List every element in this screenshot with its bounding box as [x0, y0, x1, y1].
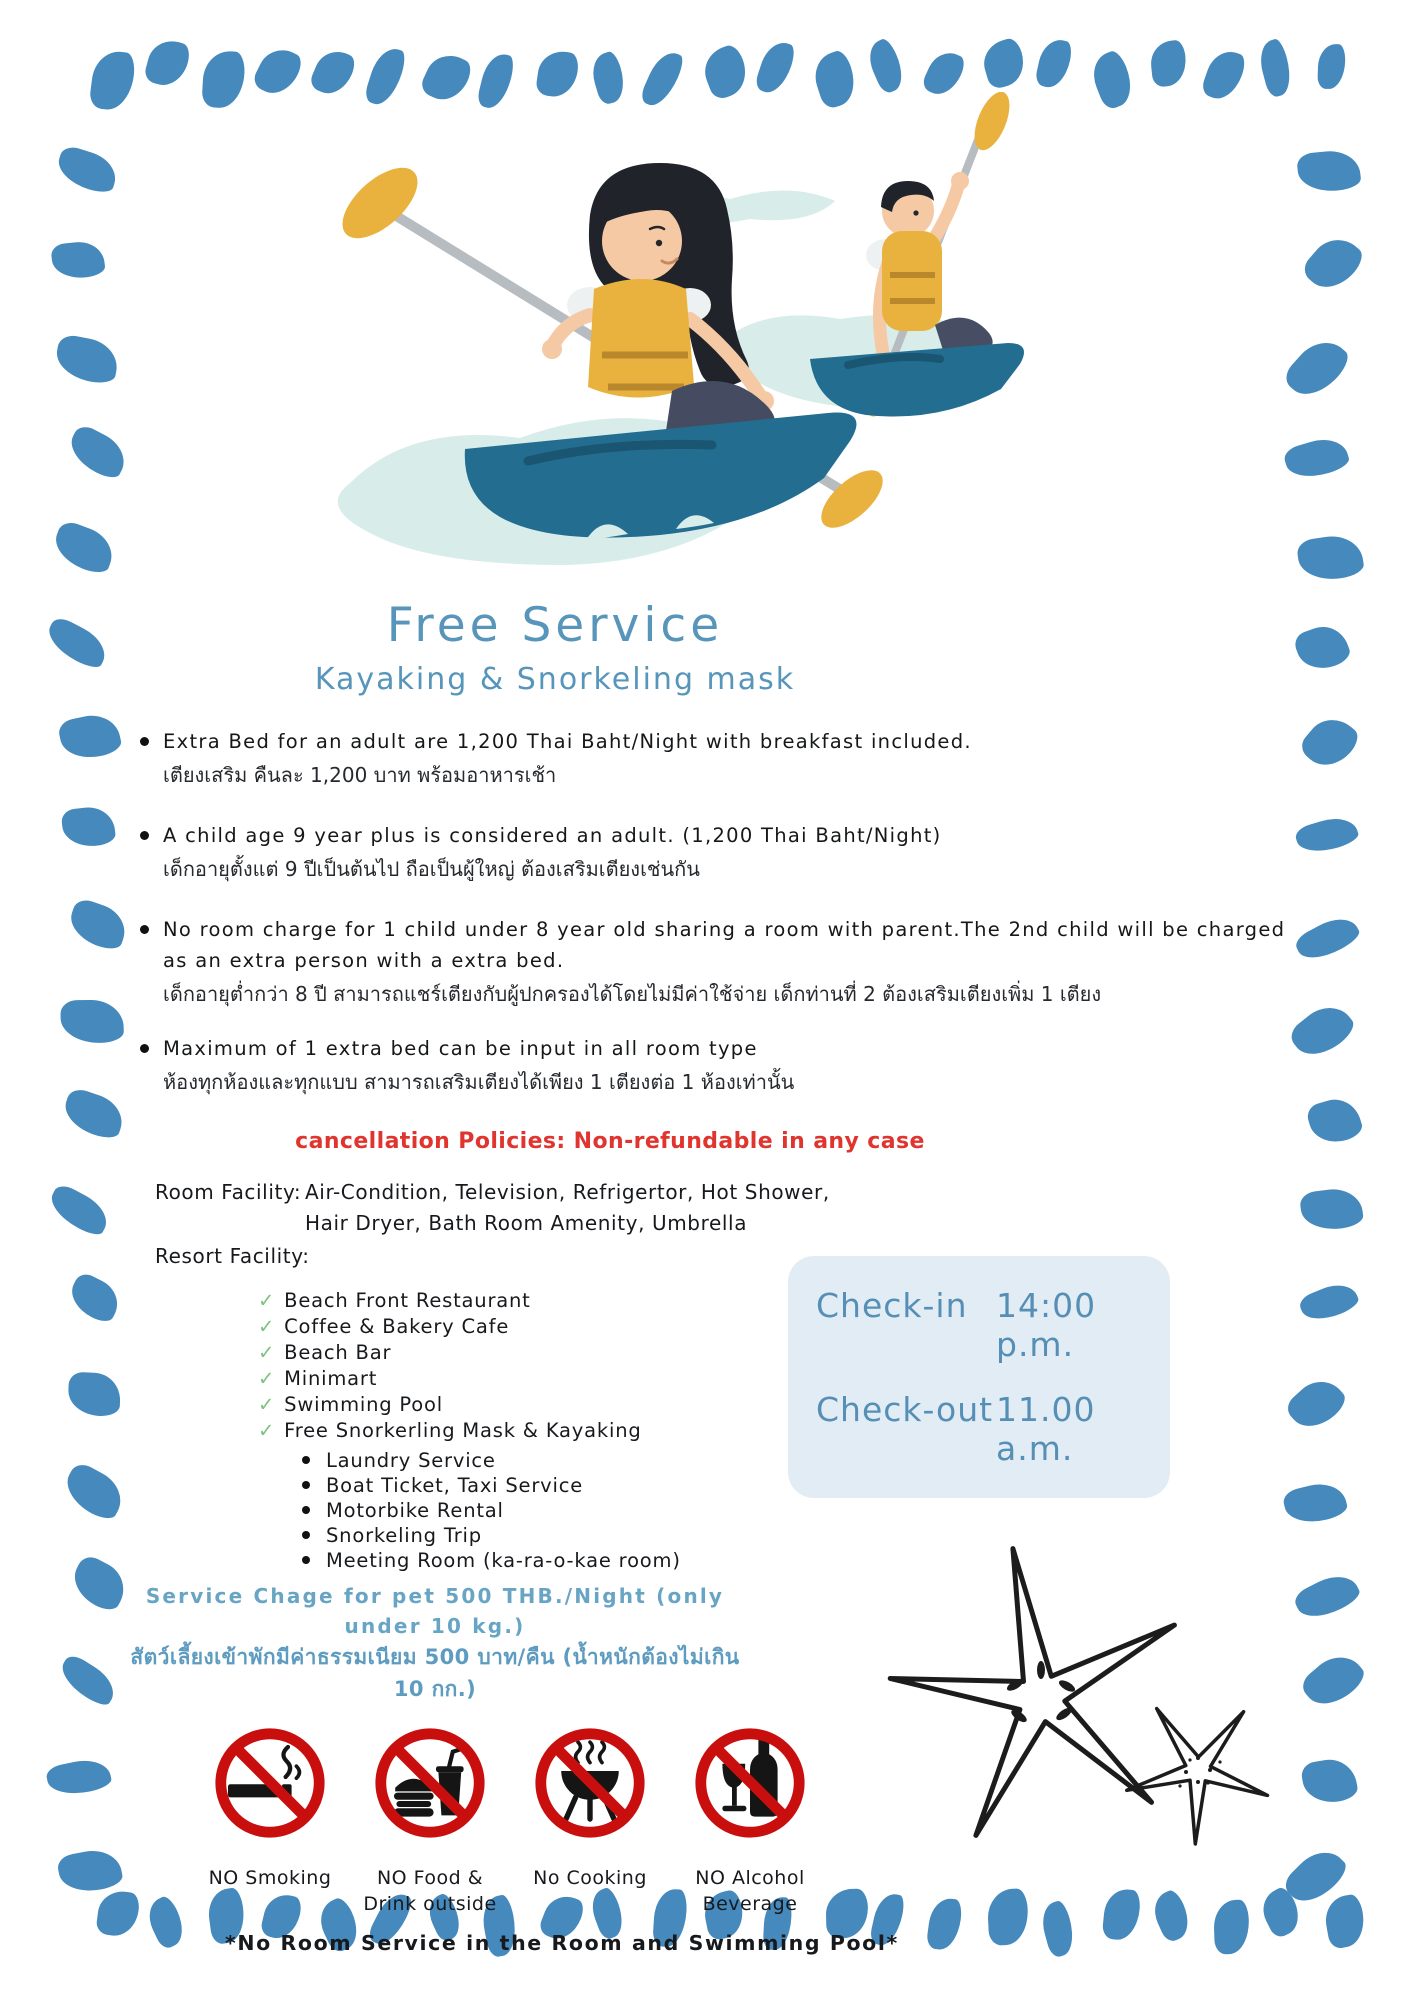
list-item-label: Beach Front Restaurant	[284, 1289, 531, 1312]
list-item-label: Beach Bar	[284, 1341, 392, 1364]
rear-kayaker	[810, 92, 1024, 421]
starfish-small-icon	[1116, 1688, 1281, 1853]
border-petal	[42, 615, 112, 673]
border-petal	[1297, 1277, 1361, 1327]
policy-text-en: A child age 9 year plus is considered an adult. (1,200 Thai Baht/Night)	[163, 824, 942, 847]
border-petal	[56, 710, 122, 763]
border-petal	[1290, 1567, 1362, 1626]
border-petal	[1291, 620, 1353, 677]
border-petal	[1294, 812, 1361, 858]
border-petal	[1304, 1094, 1365, 1150]
check-out-time: 11.00 a.m.	[996, 1390, 1096, 1468]
pet-service-note	[115, 1581, 755, 1705]
border-petal	[1295, 532, 1364, 584]
check-icon: ✓	[258, 1289, 276, 1312]
prohibition-no-cooking	[515, 1723, 665, 1917]
policy-max-extra-bed	[140, 1033, 1300, 1099]
border-petal	[1199, 45, 1247, 103]
policy-child-free	[140, 914, 1300, 1011]
border-petal	[45, 1755, 113, 1799]
border-petal	[142, 35, 192, 90]
bullet-dot-icon	[302, 1556, 310, 1564]
border-petal	[1298, 1646, 1369, 1715]
border-petal	[753, 38, 797, 97]
page-title: Free Service	[386, 598, 724, 653]
border-petal	[88, 49, 136, 113]
border-petal	[50, 240, 106, 281]
border-petal	[1299, 1186, 1364, 1233]
border-petal	[67, 1372, 121, 1416]
border-petal	[1297, 709, 1363, 776]
bullet-dot-icon	[302, 1481, 310, 1489]
border-petal	[58, 1460, 130, 1524]
room-facility-label: Room Facility:	[155, 1180, 302, 1204]
bullet-dot-icon	[140, 1044, 149, 1053]
border-petal	[1299, 229, 1367, 298]
border-petal	[1301, 1755, 1360, 1807]
policy-text-th: ห้องทุกห้องและทุกแบบ สามารถเสริมเตียงได้เพียง 1 เตียงต่อ 1 ห้องเท่านั้น	[163, 1070, 795, 1094]
policy-text-th: เด็กอายุตั้งแต่ 9 ปีเป็นต้นไป ถือเป็นผู้ใหญ่ ต้องเสริมเตียงเช่นกัน	[163, 857, 700, 881]
bullet-dot-icon	[302, 1531, 310, 1539]
check-in-label: Check-in	[816, 1286, 968, 1325]
list-item-label: Coffee & Bakery Cafe	[284, 1315, 510, 1338]
no-room-service-note: *No Room Service in the Room and Swimming Pool*	[225, 1931, 899, 1955]
border-petal	[53, 144, 121, 196]
border-petal	[95, 1888, 140, 1938]
policy-text-th: เด็กอายุต่ำกว่า 8 ปี สามารถแชร์เตียงกับผู้ปกครองได้โดยไม่มีค่าใช้จ่าย เด็กท่านที่ 2 ต้องเสริมเตียงเพิ่ม 1 เตียง	[163, 982, 1102, 1006]
no-smoking-icon	[210, 1723, 330, 1843]
list-item-label: Free Snorkerling Mask & Kayaking	[284, 1419, 642, 1442]
border-petal	[56, 1846, 124, 1897]
resort-facility-label: Resort Facility:	[155, 1244, 310, 1268]
prohibition-label: NO Alcohol Beverage	[695, 1867, 805, 1915]
pet-service-th: สัตว์เลี้ยงเข้าพักมีค่าธรรมเนียม 500 บาท/คืน (น้ำหนักต้องไม่เกิน 10 กก.)	[130, 1645, 740, 1701]
check-icon: ✓	[258, 1393, 276, 1416]
border-petal	[60, 805, 116, 849]
prohibition-label: NO Food & Drink outside	[363, 1867, 497, 1915]
list-item-label: Meeting Room (ka-ra-o-kae room)	[326, 1549, 681, 1572]
list-item-label: Snorkeling Trip	[326, 1524, 482, 1547]
cancellation-policy: cancellation Policies: Non-refundable in any case	[295, 1129, 925, 1154]
bullet-dot-icon	[302, 1456, 310, 1464]
check-out-row	[816, 1390, 1142, 1468]
check-in-time: 14:00 p.m.	[996, 1286, 1097, 1364]
list-item-label: Minimart	[284, 1367, 378, 1390]
bullet-dot-icon	[140, 925, 149, 934]
border-petal	[64, 896, 131, 952]
no-food-drink-icon	[370, 1723, 490, 1843]
check-icon: ✓	[258, 1315, 276, 1338]
prohibition-no-smoking	[195, 1723, 345, 1917]
border-petal	[863, 37, 909, 96]
room-facility-line1: Air-Condition, Television, Refrigertor, Hot Shower,	[305, 1180, 830, 1204]
border-petal	[978, 36, 1029, 90]
border-petal	[1292, 910, 1362, 967]
room-facility-line2: Hair Dryer, Bath Room Amenity, Umbrella	[305, 1211, 748, 1235]
check-icon: ✓	[258, 1367, 276, 1390]
border-petal	[59, 1086, 129, 1142]
border-petal	[1281, 331, 1354, 406]
policy-extra-bed	[140, 726, 1300, 792]
border-petal	[1281, 432, 1351, 483]
border-petal	[49, 518, 119, 576]
policy-text-en: Extra Bed for an adult are 1,200 Thai Baht/Night with breakfast included.	[163, 730, 972, 753]
border-petal	[1149, 39, 1189, 87]
no-cooking-icon	[530, 1723, 650, 1843]
check-in-row	[816, 1286, 1142, 1364]
list-item-label: Boat Ticket, Taxi Service	[326, 1474, 584, 1497]
kayaking-illustration	[290, 92, 1030, 644]
border-petal	[1317, 44, 1345, 89]
list-item-label: Laundry Service	[326, 1449, 496, 1472]
check-times-panel	[788, 1256, 1170, 1498]
prohibition-label: NO Smoking	[208, 1867, 332, 1889]
policy-child-adult	[140, 820, 1300, 886]
policy-text-en: Maximum of 1 extra bed can be input in all room type	[163, 1037, 758, 1060]
border-petal	[1086, 49, 1138, 112]
no-alcohol-icon	[690, 1723, 810, 1843]
check-icon: ✓	[258, 1341, 276, 1364]
border-petal	[1296, 148, 1362, 194]
pet-service-en: Service Chage for pet 500 THB./Night (only under 10 kg.)	[145, 1584, 725, 1638]
list-item-label: Swimming Pool	[284, 1393, 443, 1416]
prohibition-no-food-drink	[355, 1723, 505, 1917]
prohibition-label: No Cooking	[533, 1867, 647, 1889]
border-petal	[1322, 1893, 1368, 1950]
check-out-label: Check-out	[816, 1390, 994, 1429]
border-petal	[44, 1181, 114, 1239]
border-petal	[1255, 37, 1295, 98]
border-petal	[64, 1270, 126, 1326]
list-item-label: Motorbike Rental	[326, 1499, 504, 1522]
border-petal	[53, 333, 121, 386]
border-petal	[55, 1652, 122, 1709]
check-icon: ✓	[258, 1419, 276, 1442]
page-subtitle: Kayaking & Snorkeling mask	[314, 662, 796, 697]
prohibition-no-alcohol	[675, 1723, 825, 1917]
bullet-dot-icon	[140, 737, 149, 746]
border-petal	[1034, 36, 1074, 90]
border-petal	[202, 50, 247, 110]
list-item	[302, 1498, 1300, 1523]
policy-text-en: No room charge for 1 child under 8 year old sharing a room with parent.The 2nd child will be charged as an extra person with a extra bed.	[163, 918, 1286, 972]
bullet-dot-icon	[302, 1506, 310, 1514]
border-petal	[63, 423, 133, 484]
border-petal	[60, 1000, 123, 1043]
bullet-dot-icon	[140, 831, 149, 840]
policy-text-th: เตียงเสริม คืนละ 1,200 บาท พร้อมอาหารเช้า	[163, 763, 557, 787]
